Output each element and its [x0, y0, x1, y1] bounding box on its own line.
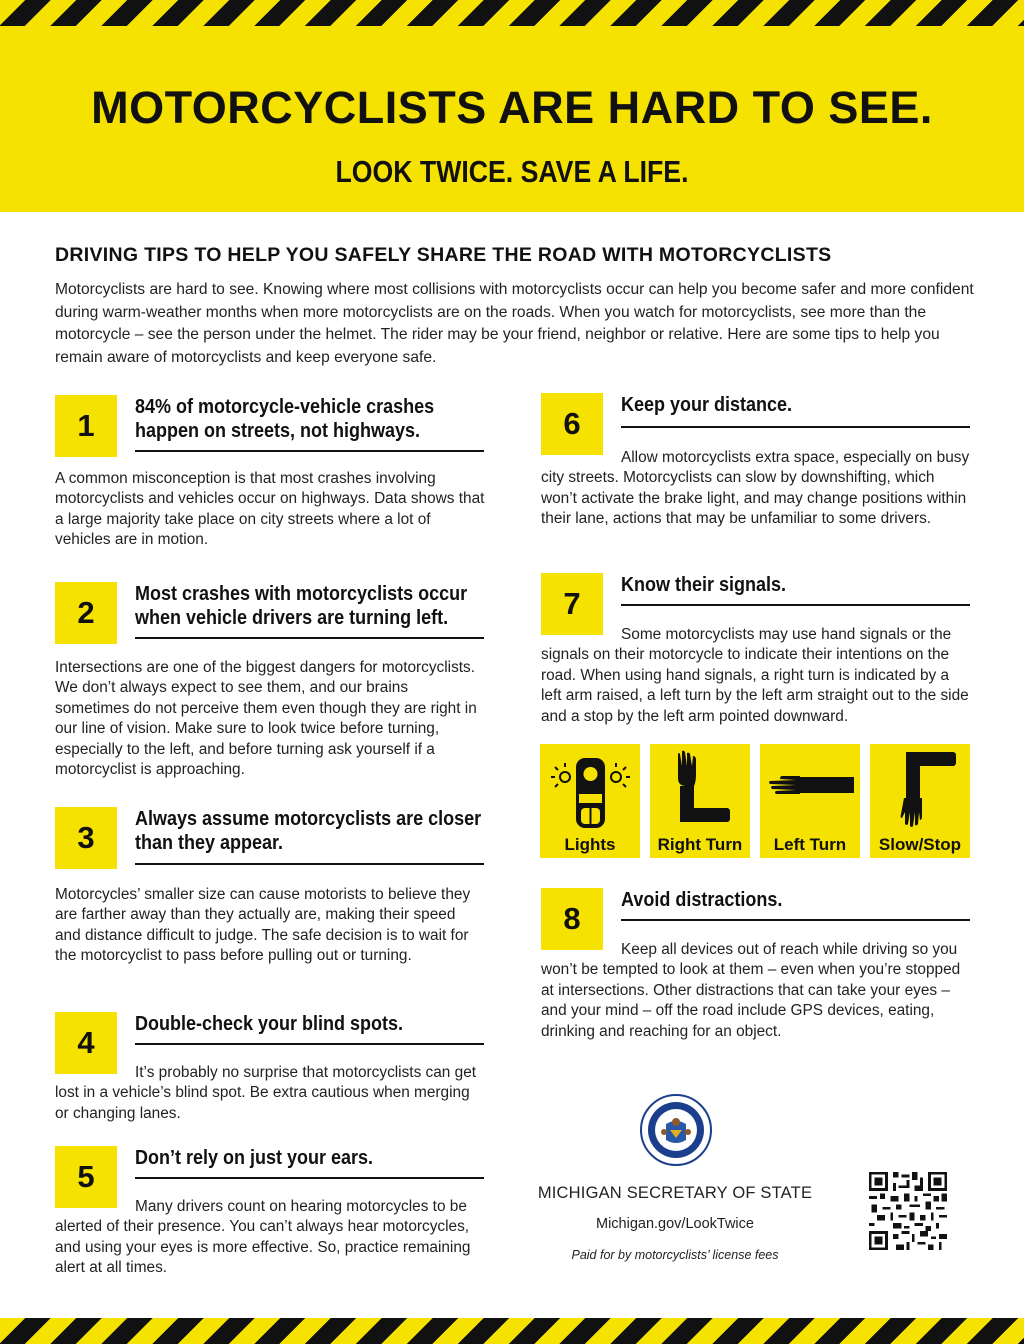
- tip-number: 1: [55, 395, 117, 457]
- tip-divider: [135, 863, 484, 865]
- tip-3: [55, 807, 485, 987]
- tip-body: [541, 940, 971, 1042]
- tip-divider: [621, 426, 970, 428]
- tip-body: Intersections are one of the biggest dangers for motorcyclists. We don’t always expect to see them, and our brains sometimes do not perceive them even though they are right in our line of vision. Make sure to look twice before turning, especially to the left, and before turning ask yourself if a motorcyclist is approaching.: [55, 659, 477, 779]
- tip-body-text: Keep all devices out of reach while driving so you won’t be tempted to look at them – even when you’re stopped at intersections. Other distractions that can take your eyes – and your mind – off the road include GPS devices, eating, drinking and reaching for an object.: [541, 941, 961, 1040]
- tip-2: [55, 582, 485, 782]
- tip-title: Keep your distance.: [621, 394, 793, 416]
- tip-8: [541, 888, 971, 1048]
- tip-body: [55, 1197, 485, 1279]
- tip-body: [55, 1063, 485, 1124]
- tip-title: Don’t rely on just your ears.: [135, 1147, 374, 1169]
- signal-label: Right Turn: [657, 835, 743, 854]
- tip-divider: [135, 1043, 484, 1045]
- tip-body: [541, 448, 971, 530]
- tip-title: Avoid distractions.: [621, 889, 783, 911]
- hand-signal-panels: [540, 744, 970, 858]
- footer-url[interactable]: Michigan.gov/LookTwice: [596, 1216, 754, 1232]
- footer-paid-by: Paid for by motorcyclists’ license fees: [571, 1248, 779, 1262]
- tip-title: Always assume motorcyclists are closer than they appear.: [135, 808, 482, 854]
- tip-body-text: Some motorcyclists may use hand signals or the signals on their motorcycle to indicate their intentions on the road. When using hand signals, a right turn is indicated by a left arm raised, a left turn by the left arm straight out to the side and a stop by the left arm pointed downward.: [541, 626, 969, 725]
- tip-body-text: Allow motorcyclists extra space, especially on busy city streets. Motorcyclists can slow by downshifting, which won’t activate the brake light, and may change positions within their lane, actions that may be unfamiliar to some drivers.: [541, 449, 970, 528]
- tip-title: Double-check your blind spots.: [135, 1013, 404, 1035]
- tip-6: [541, 393, 971, 553]
- tip-number: 2: [55, 582, 117, 644]
- tip-title: Know their signals.: [621, 574, 787, 596]
- signal-label: Slow/Stop: [878, 835, 962, 854]
- page-subtitle: LOOK TWICE. SAVE A LIFE.: [335, 154, 689, 189]
- tip-divider: [621, 604, 970, 606]
- signal-lights: [540, 744, 640, 858]
- signal-left-turn: [760, 744, 860, 858]
- tip-body: Motorcycles’ smaller size can cause motorists to believe they are farther away than they actually are, making their speed and distance difficult to judge. The safe decision is to wait for the motorcyclist to pass before pulling out or turning.: [55, 886, 471, 965]
- tip-divider: [135, 637, 484, 639]
- tip-title: Most crashes with motorcyclists occur when vehicle drivers are turning left.: [135, 583, 468, 629]
- tip-number: 6: [541, 393, 603, 455]
- hazard-stripe-top: [0, 0, 1024, 26]
- tip-number: 4: [55, 1012, 117, 1074]
- tip-divider: [621, 919, 970, 921]
- page-title: MOTORCYCLISTS ARE HARD TO SEE.: [91, 82, 933, 133]
- tip-number: 7: [541, 573, 603, 635]
- tip-divider: [135, 450, 484, 452]
- state-seal-icon: [640, 1094, 712, 1166]
- section-heading: DRIVING TIPS TO HELP YOU SAFELY SHARE THE ROAD WITH MOTORCYCLISTS: [55, 244, 832, 266]
- tip-4: [55, 1012, 485, 1127]
- intro-paragraph: Motorcyclists are hard to see. Knowing where most collisions with motorcyclists occur can help you become safer and more confident during warm-weather months when more motorcyclists are on the roads. When you watch for motorcyclists, see more than the motorcycle – see the person under the helmet. The rider may be your friend, neighbor or relative. Here are some tips to help you remain aware of motorcyclists and keep everyone safe.: [55, 281, 974, 366]
- qr-code-icon[interactable]: [869, 1172, 947, 1250]
- signal-label: Left Turn: [773, 835, 847, 854]
- tip-number: 8: [541, 888, 603, 950]
- tip-number: 3: [55, 807, 117, 869]
- footer-organization: MICHIGAN SECRETARY OF STATE: [537, 1184, 813, 1202]
- tip-number: 5: [55, 1146, 117, 1208]
- tip-7: [541, 573, 971, 733]
- tip-1: [55, 395, 485, 555]
- signal-slow-stop: [870, 744, 970, 858]
- tip-body-text: Many drivers count on hearing motorcycles to be alerted of their presence. You can’t always hear motorcycles, and using your eyes is more effective. So, practice remaining alert at all times.: [55, 1198, 471, 1277]
- tip-divider: [135, 1177, 484, 1179]
- hazard-stripe-bottom: [0, 1318, 1024, 1344]
- tip-body: [541, 625, 971, 727]
- tip-title: 84% of motorcycle-vehicle crashes happen on streets, not highways.: [135, 396, 435, 442]
- header-banner: [0, 26, 1024, 212]
- signal-right-turn: [650, 744, 750, 858]
- tip-body: A common misconception is that most crashes involving motorcyclists and vehicles occur on highways. Data shows that a large majority take place on city streets where a lot of vehicles are in motion.: [55, 470, 485, 549]
- tip-5: [55, 1146, 485, 1281]
- tip-body-text: It’s probably no surprise that motorcyclists can get lost in a vehicle’s blind spot. Be extra cautious when merging or changing lanes.: [55, 1064, 477, 1122]
- signal-label: Lights: [564, 835, 616, 854]
